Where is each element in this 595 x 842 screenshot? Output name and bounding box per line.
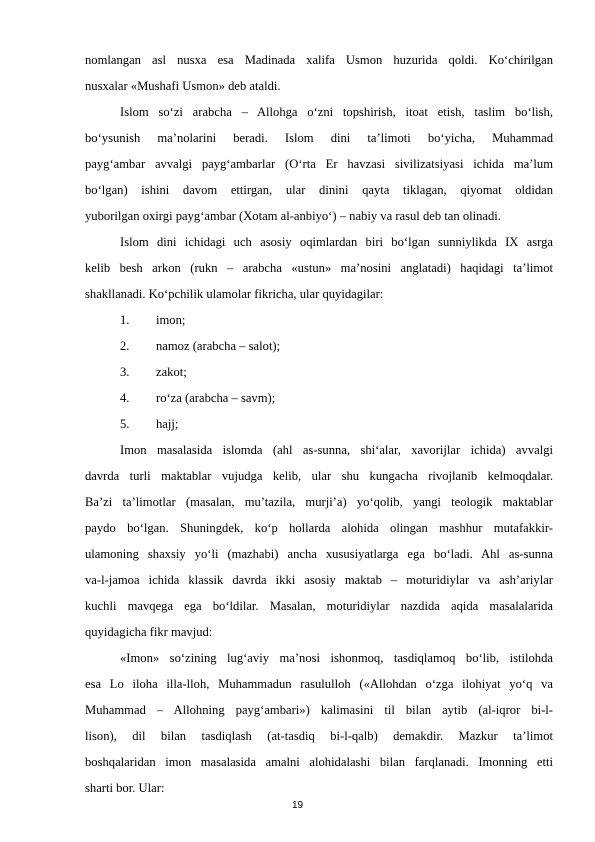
- page-number: 19: [291, 800, 304, 811]
- list-text: imon;: [156, 313, 186, 327]
- list-number: 3.: [120, 365, 130, 379]
- text-line: «Imon» so‘zining lug‘aviy ma’nosi ishonmoq, tasdiqlamoq bo‘lib, istilohda: [120, 651, 553, 665]
- list-number: 5.: [120, 417, 130, 431]
- list-text: hajj;: [156, 417, 179, 431]
- text-line: boshqalaridan imon masalasida amalni alohidalashi bilan farqlanadi. Imonning etti: [85, 755, 553, 769]
- text-line: Islom dini ichidagi uch asosiy oqimlardan biri bo‘lgan sunniylikda IX asrga: [120, 235, 553, 249]
- text-line: kuchli mavqega ega bo‘ldilar. Masalan, moturidiylar nazdida aqida masalalarida: [85, 599, 553, 613]
- text-line: sharti bor. Ular:: [85, 781, 165, 795]
- text-line: Islom so‘zi arabcha – Allohga o‘zni topshirish, itoat etish, taslim bo‘lish,: [120, 105, 553, 119]
- list-number: 4.: [120, 391, 130, 405]
- text-line: yuborilgan oxirgi payg‘ambar (Xotam al-anbiyo‘) – nabiy va rasul deb tan olinadi.: [85, 209, 501, 223]
- list-text: ro‘za (arabcha – savm);: [156, 391, 276, 405]
- text-line: nomlangan asl nusxa esa Madinada xalifa Usmon huzurida qoldi. Ko‘chirilgan: [85, 53, 553, 67]
- text-line: Imon masalasida islomda (ahl as-sunna, shi‘alar, xavorijlar ichida) avvalgi: [120, 443, 553, 457]
- text-line: kelib besh arkon (rukn – arabcha «ustun» ma’nosini anglatadi) haqidagi ta’limot: [85, 261, 553, 275]
- list-number: 2.: [120, 339, 130, 353]
- text-line: payg‘ambar avvalgi payg‘ambarlar (O‘rta Er havzasi sivilizatsiyasi ichida ma’lum: [85, 157, 553, 171]
- text-line: quyidagicha fikr mavjud:: [85, 625, 213, 639]
- list-text: namoz (arabcha – salot);: [156, 339, 281, 353]
- text-line: Muhammad – Allohning payg‘ambari») kalimasini til bilan aytib (al-iqror bi-l-: [85, 703, 553, 717]
- text-line: shakllanadi. Ko‘pchilik ulamolar fikricha, ular quyidagilar:: [85, 287, 384, 301]
- list-text: zakot;: [156, 365, 187, 379]
- list-number: 1.: [120, 313, 130, 327]
- text-line: ulamoning shaxsiy yo‘li (mazhabi) ancha xususiyatlarga ega bo‘ladi. Ahl as-sunna: [85, 547, 553, 561]
- text-line: esa Lo iloha illa-lloh, Muhammadun rasululloh («Allohdan o‘zga ilohiyat yo‘q va: [85, 677, 553, 691]
- text-line: paydo bo‘lgan. Shuningdek, ko‘p hollarda alohida olingan mashhur mutafakkir-: [85, 521, 553, 535]
- text-line: davrda turli maktablar vujudga kelib, ular shu kungacha rivojlanib kelmoqdalar.: [85, 469, 553, 483]
- text-line: nusxalar «Mushafi Usmon» deb ataldi.: [85, 79, 281, 93]
- text-line: lison), dil bilan tasdiqlash (at-tasdiq bi-l-qalb) demakdir. Mazkur ta’limot: [85, 729, 553, 743]
- text-line: bo‘lgan) ishini davom ettirgan, ular dinini qayta tiklagan, qiyomat oldidan: [85, 183, 553, 197]
- text-line: bo‘ysunish ma’nolarini beradi. Islom dini ta’limoti bo‘yicha, Muhammad: [85, 131, 553, 145]
- text-line: va-l-jamoa ichida klassik davrda ikki asosiy maktab – moturidiylar va ash’ariylar: [85, 573, 553, 587]
- text-line: Ba’zi ta’limotlar (masalan, mu’tazila, murji’a) yo‘qolib, yangi teologik maktablar: [85, 495, 553, 509]
